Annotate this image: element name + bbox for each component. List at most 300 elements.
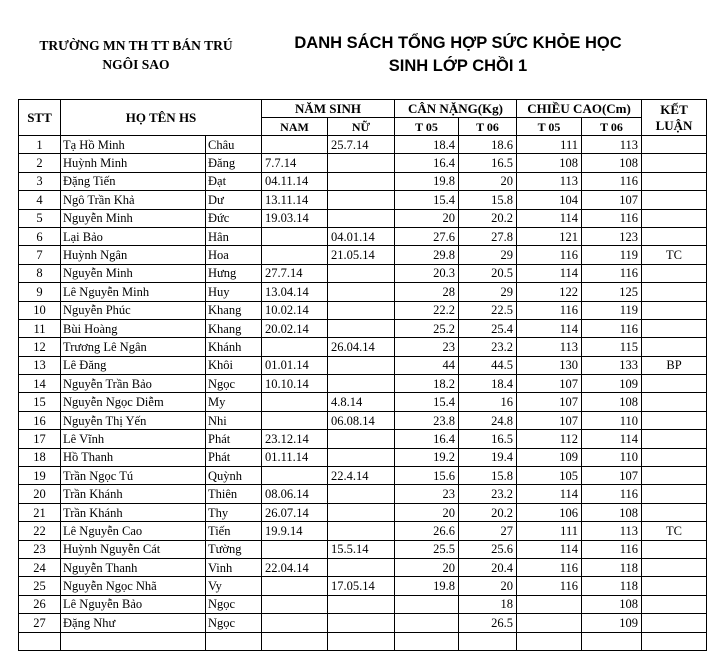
- cell-birth-female: [328, 503, 395, 521]
- cell-empty: [19, 632, 61, 650]
- cell-weight-t05: [395, 614, 459, 632]
- cell-conclusion: [642, 319, 707, 337]
- cell-weight-t05: 18.4: [395, 136, 459, 154]
- cell-weight-t06: 20.2: [459, 209, 517, 227]
- cell-weight-t06: 44.5: [459, 356, 517, 374]
- cell-stt: 10: [19, 301, 61, 319]
- col-height-t06: T 06: [582, 118, 642, 136]
- cell-birth-male: 10.10.14: [262, 375, 328, 393]
- cell-empty: [328, 632, 395, 650]
- cell-last-name: Lê Vĩnh: [61, 430, 206, 448]
- cell-weight-t06: 23.2: [459, 338, 517, 356]
- cell-height-t05: 116: [517, 558, 582, 576]
- cell-birth-male: [262, 614, 328, 632]
- cell-first-name: Hoa: [206, 246, 262, 264]
- cell-birth-female: [328, 375, 395, 393]
- cell-height-t06: 116: [582, 264, 642, 282]
- cell-birth-female: [328, 614, 395, 632]
- cell-height-t05: 121: [517, 227, 582, 245]
- cell-weight-t06: 25.6: [459, 540, 517, 558]
- cell-height-t05: 114: [517, 485, 582, 503]
- cell-birth-female: [328, 172, 395, 190]
- cell-first-name: Ngọc: [206, 375, 262, 393]
- table-body: [19, 136, 707, 651]
- cell-height-t06: 110: [582, 411, 642, 429]
- table-row: [19, 154, 707, 172]
- cell-empty: [517, 632, 582, 650]
- cell-birth-female: 06.08.14: [328, 411, 395, 429]
- cell-height-t06: 114: [582, 430, 642, 448]
- cell-empty: [262, 632, 328, 650]
- cell-last-name: Đặng Tiến: [61, 172, 206, 190]
- cell-weight-t06: 26.5: [459, 614, 517, 632]
- cell-conclusion: [642, 485, 707, 503]
- cell-stt: 27: [19, 614, 61, 632]
- cell-conclusion: [642, 338, 707, 356]
- cell-height-t06: 109: [582, 375, 642, 393]
- cell-conclusion: [642, 393, 707, 411]
- cell-birth-male: 7.7.14: [262, 154, 328, 172]
- cell-height-t06: 118: [582, 577, 642, 595]
- cell-conclusion: [642, 227, 707, 245]
- cell-first-name: Hưng: [206, 264, 262, 282]
- school-name-line2: NGÔI SAO: [102, 57, 170, 72]
- cell-weight-t05: 25.2: [395, 319, 459, 337]
- cell-birth-female: [328, 283, 395, 301]
- cell-height-t06: 113: [582, 522, 642, 540]
- col-conclusion: [642, 100, 707, 136]
- cell-height-t05: 107: [517, 375, 582, 393]
- cell-weight-t05: 16.4: [395, 154, 459, 172]
- table-row: [19, 411, 707, 429]
- cell-height-t06: 108: [582, 503, 642, 521]
- cell-height-t06: 108: [582, 595, 642, 613]
- cell-birth-male: [262, 227, 328, 245]
- cell-conclusion: [642, 154, 707, 172]
- cell-stt: 20: [19, 485, 61, 503]
- cell-first-name: Phát: [206, 448, 262, 466]
- cell-birth-male: [262, 393, 328, 411]
- cell-weight-t05: 19.8: [395, 577, 459, 595]
- table-row: [19, 577, 707, 595]
- cell-birth-female: 17.05.14: [328, 577, 395, 595]
- cell-weight-t05: 18.2: [395, 375, 459, 393]
- cell-birth-male: 19.9.14: [262, 522, 328, 540]
- cell-height-t05: 114: [517, 540, 582, 558]
- table-row: [19, 136, 707, 154]
- cell-conclusion: [642, 540, 707, 558]
- cell-conclusion: [642, 411, 707, 429]
- table-row: [19, 338, 707, 356]
- cell-weight-t06: 18.4: [459, 375, 517, 393]
- cell-first-name: Đạt: [206, 172, 262, 190]
- cell-birth-male: 01.01.14: [262, 356, 328, 374]
- cell-birth-female: [328, 301, 395, 319]
- cell-weight-t06: 22.5: [459, 301, 517, 319]
- cell-birth-male: 13.11.14: [262, 191, 328, 209]
- table-row: [19, 558, 707, 576]
- cell-weight-t06: 27: [459, 522, 517, 540]
- cell-stt: 14: [19, 375, 61, 393]
- cell-last-name: Lê Nguyễn Bảo: [61, 595, 206, 613]
- cell-stt: 26: [19, 595, 61, 613]
- cell-weight-t05: 23: [395, 338, 459, 356]
- cell-height-t05: 111: [517, 136, 582, 154]
- col-height-t05: T 05: [517, 118, 582, 136]
- cell-first-name: Đăng: [206, 154, 262, 172]
- cell-last-name: Bùi Hoàng: [61, 319, 206, 337]
- cell-stt: 19: [19, 467, 61, 485]
- cell-conclusion: [642, 558, 707, 576]
- cell-height-t05: 114: [517, 264, 582, 282]
- cell-first-name: Huy: [206, 283, 262, 301]
- document-title: [262, 32, 654, 78]
- cell-height-t05: 116: [517, 301, 582, 319]
- cell-empty: [582, 632, 642, 650]
- cell-birth-male: 13.04.14: [262, 283, 328, 301]
- cell-height-t06: 123: [582, 227, 642, 245]
- cell-weight-t05: 20: [395, 558, 459, 576]
- cell-first-name: Dư: [206, 191, 262, 209]
- cell-last-name: Nguyễn Minh: [61, 264, 206, 282]
- cell-weight-t05: 25.5: [395, 540, 459, 558]
- cell-birth-male: 26.07.14: [262, 503, 328, 521]
- cell-conclusion: [642, 467, 707, 485]
- cell-weight-t06: 24.8: [459, 411, 517, 429]
- cell-height-t06: 107: [582, 467, 642, 485]
- cell-stt: 13: [19, 356, 61, 374]
- cell-conclusion: [642, 503, 707, 521]
- cell-stt: 16: [19, 411, 61, 429]
- col-conclusion-line2: LUẬN: [655, 117, 693, 133]
- cell-height-t06: 115: [582, 338, 642, 356]
- cell-birth-male: 04.11.14: [262, 172, 328, 190]
- cell-weight-t06: 16.5: [459, 154, 517, 172]
- cell-weight-t06: 25.4: [459, 319, 517, 337]
- cell-weight-t05: 15.4: [395, 393, 459, 411]
- cell-first-name: Vinh: [206, 558, 262, 576]
- cell-stt: 22: [19, 522, 61, 540]
- table-row: [19, 430, 707, 448]
- col-female: NỮ: [328, 118, 395, 136]
- cell-empty: [642, 632, 707, 650]
- cell-weight-t05: [395, 595, 459, 613]
- cell-height-t06: 125: [582, 283, 642, 301]
- cell-birth-female: [328, 522, 395, 540]
- table-row-empty: [19, 632, 707, 650]
- cell-weight-t06: 27.8: [459, 227, 517, 245]
- cell-last-name: Hồ Thanh: [61, 448, 206, 466]
- cell-birth-female: [328, 319, 395, 337]
- cell-height-t05: 107: [517, 411, 582, 429]
- table-row: [19, 227, 707, 245]
- cell-weight-t06: 29: [459, 246, 517, 264]
- cell-last-name: Huỳnh Nguyễn Cát: [61, 540, 206, 558]
- cell-height-t06: 116: [582, 209, 642, 227]
- table-row: [19, 356, 707, 374]
- cell-conclusion: [642, 375, 707, 393]
- cell-last-name: Trần Khánh: [61, 503, 206, 521]
- table-row: [19, 375, 707, 393]
- table-row: [19, 283, 707, 301]
- cell-height-t05: 109: [517, 448, 582, 466]
- school-name: [18, 36, 254, 74]
- table-row: [19, 191, 707, 209]
- cell-height-t05: 122: [517, 283, 582, 301]
- col-weight-t05: T 05: [395, 118, 459, 136]
- cell-weight-t05: 22.2: [395, 301, 459, 319]
- cell-birth-male: 27.7.14: [262, 264, 328, 282]
- cell-first-name: Ngọc: [206, 595, 262, 613]
- cell-weight-t06: 20: [459, 172, 517, 190]
- cell-height-t06: 109: [582, 614, 642, 632]
- cell-weight-t05: 20: [395, 503, 459, 521]
- cell-conclusion: [642, 136, 707, 154]
- cell-height-t06: 116: [582, 172, 642, 190]
- cell-stt: 18: [19, 448, 61, 466]
- cell-first-name: Phát: [206, 430, 262, 448]
- cell-first-name: Đức: [206, 209, 262, 227]
- cell-birth-male: [262, 595, 328, 613]
- cell-first-name: Khang: [206, 319, 262, 337]
- cell-stt: 24: [19, 558, 61, 576]
- cell-birth-male: 01.11.14: [262, 448, 328, 466]
- cell-height-t06: 119: [582, 246, 642, 264]
- cell-last-name: Nguyễn Ngọc Diễm: [61, 393, 206, 411]
- cell-height-t05: 116: [517, 246, 582, 264]
- table-row: [19, 595, 707, 613]
- cell-stt: 21: [19, 503, 61, 521]
- cell-conclusion: TC: [642, 522, 707, 540]
- cell-birth-female: 25.7.14: [328, 136, 395, 154]
- cell-birth-male: [262, 540, 328, 558]
- cell-last-name: Trần Ngọc Tú: [61, 467, 206, 485]
- cell-weight-t06: 18: [459, 595, 517, 613]
- cell-height-t06: 133: [582, 356, 642, 374]
- cell-last-name: Lê Nguyễn Minh: [61, 283, 206, 301]
- cell-last-name: Nguyễn Phúc: [61, 301, 206, 319]
- table-row: [19, 614, 707, 632]
- cell-first-name: Hân: [206, 227, 262, 245]
- col-conclusion-line1: KẾT: [660, 101, 688, 117]
- cell-empty: [61, 632, 206, 650]
- col-weight-t06: T 06: [459, 118, 517, 136]
- cell-conclusion: [642, 577, 707, 595]
- cell-height-t05: 114: [517, 209, 582, 227]
- cell-stt: 6: [19, 227, 61, 245]
- document-title-line2: SINH LỚP CHỒI 1: [388, 57, 528, 75]
- cell-birth-female: 22.4.14: [328, 467, 395, 485]
- table-row: [19, 172, 707, 190]
- cell-conclusion: [642, 191, 707, 209]
- cell-birth-male: 20.02.14: [262, 319, 328, 337]
- cell-birth-female: [328, 209, 395, 227]
- cell-weight-t05: 44: [395, 356, 459, 374]
- cell-birth-female: [328, 264, 395, 282]
- cell-first-name: Châu: [206, 136, 262, 154]
- cell-weight-t05: 29.8: [395, 246, 459, 264]
- cell-first-name: Khang: [206, 301, 262, 319]
- cell-height-t05: [517, 595, 582, 613]
- cell-birth-male: [262, 411, 328, 429]
- cell-first-name: Thy: [206, 503, 262, 521]
- cell-weight-t05: 15.6: [395, 467, 459, 485]
- cell-height-t06: 107: [582, 191, 642, 209]
- cell-birth-female: [328, 485, 395, 503]
- cell-last-name: Huỳnh Minh: [61, 154, 206, 172]
- cell-last-name: Nguyễn Thị Yến: [61, 411, 206, 429]
- cell-weight-t05: 15.4: [395, 191, 459, 209]
- cell-conclusion: [642, 448, 707, 466]
- cell-height-t05: 105: [517, 467, 582, 485]
- cell-birth-male: [262, 246, 328, 264]
- cell-height-t06: 110: [582, 448, 642, 466]
- cell-first-name: Tiến: [206, 522, 262, 540]
- col-weight: CÂN NẶNG(Kg): [395, 100, 517, 118]
- cell-weight-t06: 20.4: [459, 558, 517, 576]
- cell-birth-male: [262, 577, 328, 595]
- cell-weight-t05: 20: [395, 209, 459, 227]
- cell-weight-t06: 16.5: [459, 430, 517, 448]
- cell-first-name: Ngọc: [206, 614, 262, 632]
- cell-weight-t05: 28: [395, 283, 459, 301]
- cell-first-name: Khánh: [206, 338, 262, 356]
- cell-conclusion: [642, 283, 707, 301]
- cell-empty: [459, 632, 517, 650]
- cell-birth-male: 08.06.14: [262, 485, 328, 503]
- cell-stt: 1: [19, 136, 61, 154]
- cell-weight-t05: 19.2: [395, 448, 459, 466]
- cell-last-name: Lê Đăng: [61, 356, 206, 374]
- cell-conclusion: [642, 595, 707, 613]
- cell-stt: 11: [19, 319, 61, 337]
- table-row: [19, 393, 707, 411]
- cell-height-t06: 116: [582, 485, 642, 503]
- table-row: [19, 209, 707, 227]
- cell-birth-female: [328, 356, 395, 374]
- cell-weight-t06: 15.8: [459, 467, 517, 485]
- health-summary-table: [18, 99, 707, 651]
- col-male: NAM: [262, 118, 328, 136]
- cell-height-t05: 130: [517, 356, 582, 374]
- cell-empty: [206, 632, 262, 650]
- table-row: [19, 264, 707, 282]
- cell-stt: 15: [19, 393, 61, 411]
- col-name: HỌ TÊN HS: [61, 100, 262, 136]
- cell-weight-t05: 27.6: [395, 227, 459, 245]
- cell-last-name: Nguyễn Thanh: [61, 558, 206, 576]
- cell-last-name: Nguyễn Minh: [61, 209, 206, 227]
- cell-last-name: Đặng Như: [61, 614, 206, 632]
- cell-weight-t05: 23.8: [395, 411, 459, 429]
- cell-birth-female: [328, 558, 395, 576]
- cell-weight-t06: 18.6: [459, 136, 517, 154]
- cell-height-t06: 119: [582, 301, 642, 319]
- cell-weight-t05: 16.4: [395, 430, 459, 448]
- cell-weight-t05: 26.6: [395, 522, 459, 540]
- cell-empty: [395, 632, 459, 650]
- cell-stt: 9: [19, 283, 61, 301]
- cell-weight-t05: 20.3: [395, 264, 459, 282]
- cell-first-name: Thiên: [206, 485, 262, 503]
- table-row: [19, 467, 707, 485]
- cell-stt: 17: [19, 430, 61, 448]
- cell-first-name: Vy: [206, 577, 262, 595]
- cell-birth-female: 26.04.14: [328, 338, 395, 356]
- table-row: [19, 448, 707, 466]
- cell-height-t05: 113: [517, 338, 582, 356]
- cell-stt: 25: [19, 577, 61, 595]
- cell-birth-male: 22.04.14: [262, 558, 328, 576]
- table-row: [19, 301, 707, 319]
- cell-first-name: Khôi: [206, 356, 262, 374]
- cell-stt: 4: [19, 191, 61, 209]
- col-stt: STT: [19, 100, 61, 136]
- cell-height-t05: 113: [517, 172, 582, 190]
- table-row: [19, 319, 707, 337]
- cell-birth-female: 04.01.14: [328, 227, 395, 245]
- cell-height-t05: 107: [517, 393, 582, 411]
- cell-last-name: Nguyễn Ngọc Nhã: [61, 577, 206, 595]
- cell-birth-female: 15.5.14: [328, 540, 395, 558]
- cell-weight-t06: 19.4: [459, 448, 517, 466]
- cell-birth-female: [328, 448, 395, 466]
- header-row-1: [19, 100, 707, 118]
- cell-last-name: Huỳnh Ngân: [61, 246, 206, 264]
- cell-height-t05: 108: [517, 154, 582, 172]
- cell-last-name: Ngô Trần Khả: [61, 191, 206, 209]
- cell-conclusion: [642, 430, 707, 448]
- cell-height-t05: 116: [517, 577, 582, 595]
- cell-birth-female: [328, 191, 395, 209]
- cell-weight-t05: 23: [395, 485, 459, 503]
- cell-first-name: Quỳnh: [206, 467, 262, 485]
- cell-first-name: Nhi: [206, 411, 262, 429]
- cell-birth-female: 21.05.14: [328, 246, 395, 264]
- cell-height-t05: 104: [517, 191, 582, 209]
- cell-height-t06: 116: [582, 319, 642, 337]
- cell-birth-male: 10.02.14: [262, 301, 328, 319]
- cell-birth-male: [262, 136, 328, 154]
- cell-stt: 8: [19, 264, 61, 282]
- cell-conclusion: [642, 301, 707, 319]
- cell-conclusion: [642, 614, 707, 632]
- cell-weight-t06: 15.8: [459, 191, 517, 209]
- table-row: [19, 540, 707, 558]
- cell-weight-t06: 16: [459, 393, 517, 411]
- cell-height-t05: 111: [517, 522, 582, 540]
- cell-conclusion: BP: [642, 356, 707, 374]
- cell-weight-t06: 29: [459, 283, 517, 301]
- table-row: [19, 503, 707, 521]
- cell-height-t05: 114: [517, 319, 582, 337]
- cell-stt: 5: [19, 209, 61, 227]
- cell-height-t06: 108: [582, 393, 642, 411]
- cell-stt: 23: [19, 540, 61, 558]
- cell-stt: 12: [19, 338, 61, 356]
- cell-last-name: Trương Lê Ngân: [61, 338, 206, 356]
- cell-birth-female: 4.8.14: [328, 393, 395, 411]
- cell-weight-t06: 23.2: [459, 485, 517, 503]
- cell-conclusion: [642, 264, 707, 282]
- cell-first-name: Tường: [206, 540, 262, 558]
- cell-conclusion: TC: [642, 246, 707, 264]
- cell-stt: 3: [19, 172, 61, 190]
- cell-birth-male: [262, 467, 328, 485]
- table-row: [19, 246, 707, 264]
- school-name-line1: TRƯỜNG MN TH TT BÁN TRÚ: [39, 38, 233, 53]
- cell-height-t06: 118: [582, 558, 642, 576]
